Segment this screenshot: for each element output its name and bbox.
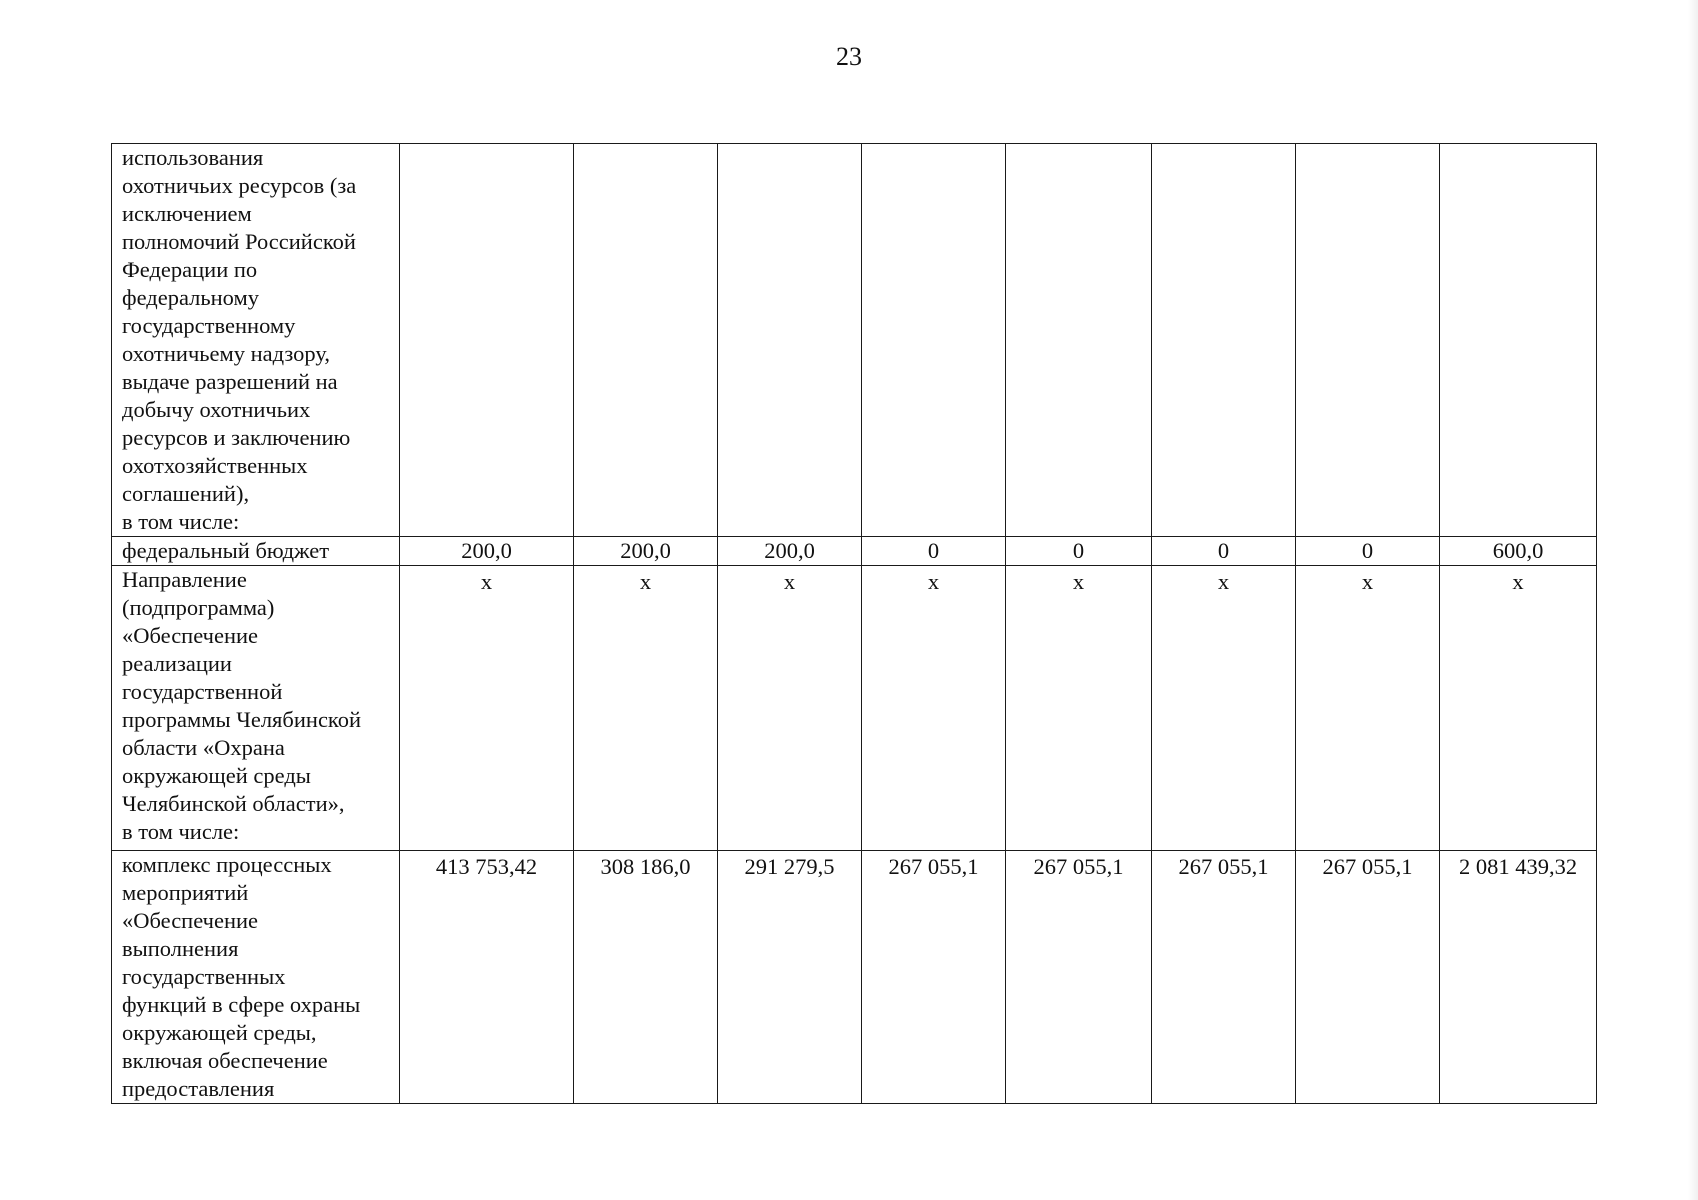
value-cell: х [718, 566, 862, 851]
row-label: использования охотничьих ресурсов (за исключением полномочий Российской Федерации по федеральному государственному охотничьему надзору, выдаче разрешений на добычу охотничьих ресурсов и заключению охотхозяйственных соглашений), в том числе: [112, 144, 400, 537]
value-cell: 200,0 [400, 537, 574, 566]
row-label: федеральный бюджет [112, 537, 400, 566]
value-cell: 0 [1296, 537, 1440, 566]
value-cell [1440, 144, 1597, 537]
scan-edge [1688, 0, 1698, 1200]
value-cell [1152, 144, 1296, 537]
row-label: комплекс процессных мероприятий «Обеспечение выполнения государственных функций в сфере охраны окружающей среды, включая обеспечение предоставления [112, 851, 400, 1104]
value-cell: 600,0 [1440, 537, 1597, 566]
value-cell: х [1006, 566, 1152, 851]
value-cell [400, 144, 574, 537]
table-row [112, 537, 1597, 566]
value-cell: 0 [1152, 537, 1296, 566]
value-cell: 267 055,1 [1296, 851, 1440, 1104]
value-cell: 200,0 [718, 537, 862, 566]
value-cell [1296, 144, 1440, 537]
value-cell: 267 055,1 [1152, 851, 1296, 1104]
value-cell: 291 279,5 [718, 851, 862, 1104]
table-row [112, 144, 1597, 537]
value-cell: 200,0 [574, 537, 718, 566]
value-cell: 0 [862, 537, 1006, 566]
table-row [112, 851, 1597, 1104]
value-cell [1006, 144, 1152, 537]
value-cell [862, 144, 1006, 537]
value-cell: 308 186,0 [574, 851, 718, 1104]
budget-table [111, 143, 1597, 1104]
table-row [112, 566, 1597, 851]
value-cell: х [1152, 566, 1296, 851]
value-cell: 267 055,1 [1006, 851, 1152, 1104]
value-cell: 2 081 439,32 [1440, 851, 1597, 1104]
value-cell [574, 144, 718, 537]
value-cell: х [400, 566, 574, 851]
value-cell: х [574, 566, 718, 851]
value-cell: 267 055,1 [862, 851, 1006, 1104]
value-cell: х [1440, 566, 1597, 851]
value-cell: х [862, 566, 1006, 851]
page-number: 23 [836, 42, 862, 71]
row-label: Направление (подпрограмма) «Обеспечение реализации государственной программы Челябинской области «Охрана окружающей среды Челябинской области», в том числе: [112, 566, 400, 851]
value-cell [718, 144, 862, 537]
value-cell: х [1296, 566, 1440, 851]
value-cell: 413 753,42 [400, 851, 574, 1104]
value-cell: 0 [1006, 537, 1152, 566]
